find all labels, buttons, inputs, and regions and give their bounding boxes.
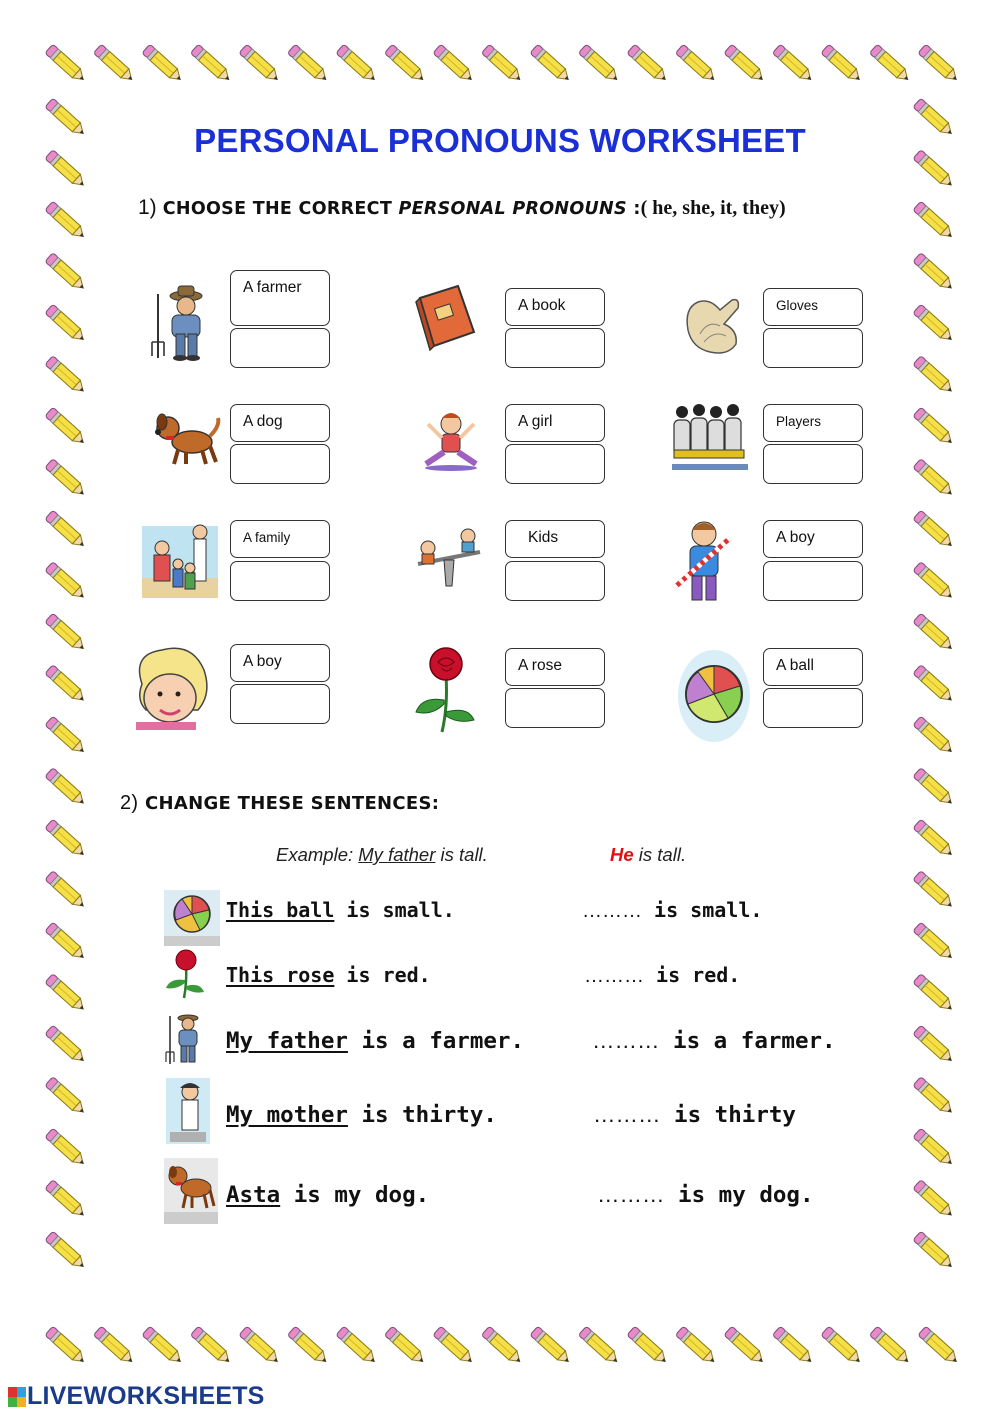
page-title: PERSONAL PRONOUNS WORKSHEET xyxy=(194,122,806,159)
pencil-icon xyxy=(239,1326,282,1366)
label-box xyxy=(230,644,330,682)
pencil-icon xyxy=(913,1231,956,1271)
answer-box[interactable] xyxy=(505,561,605,601)
item-label: A family xyxy=(243,530,291,545)
pencil-icon xyxy=(578,1326,621,1366)
pencil-icon xyxy=(45,871,88,911)
boy-icon xyxy=(668,516,744,608)
pencil-icon xyxy=(336,1326,379,1366)
pencil-icon xyxy=(142,44,185,84)
gloves-icon xyxy=(680,290,752,360)
pencil-icon xyxy=(913,562,956,602)
sentence: My mother is thirty. xyxy=(226,1102,497,1128)
pencil-icon xyxy=(913,1025,956,1065)
pencil-icon xyxy=(45,768,88,808)
label-box xyxy=(763,288,863,326)
pencil-icon xyxy=(45,253,88,293)
pencil-icon xyxy=(530,44,573,84)
pencil-icon xyxy=(724,44,767,84)
pencil-icon xyxy=(190,1326,233,1366)
section2-number: 2) xyxy=(120,792,139,814)
answer-box[interactable] xyxy=(763,561,863,601)
answer-line: ……… is my dog. xyxy=(597,1182,814,1208)
pencil-icon xyxy=(913,974,956,1014)
pencil-icon xyxy=(913,716,956,756)
example-answer: He is tall. xyxy=(610,844,687,865)
book-icon xyxy=(412,280,482,352)
pencil-icon xyxy=(45,201,88,241)
pencil-icon xyxy=(913,1077,956,1117)
pencil-icon xyxy=(627,1326,670,1366)
ball-icon xyxy=(164,890,220,946)
item-label: A dog xyxy=(243,413,283,430)
pencil-icon xyxy=(821,44,864,84)
answer-line: ……… is small. xyxy=(582,898,763,922)
section2-instruction-text: CHANGE THESE SENTENCES: xyxy=(144,793,440,814)
pencil-icon xyxy=(913,665,956,705)
sentence: Asta is my dog. xyxy=(226,1182,430,1208)
pencil-icon xyxy=(45,1231,88,1271)
pencil-icon xyxy=(336,44,379,84)
pencil-icon xyxy=(675,44,718,84)
answer-box[interactable] xyxy=(763,444,863,484)
item-label: A boy xyxy=(776,529,815,546)
item-label: A boy xyxy=(243,653,282,670)
label-box xyxy=(505,520,605,558)
rose-icon xyxy=(164,948,208,1000)
answer-box[interactable] xyxy=(230,444,330,484)
pencil-icon xyxy=(913,871,956,911)
rose-icon xyxy=(412,646,480,736)
label-box xyxy=(230,270,330,326)
pencil-icon xyxy=(772,1326,815,1366)
pencil-icon xyxy=(913,253,956,293)
example-sentence: Example: My father is tall. xyxy=(276,844,488,865)
players-icon xyxy=(670,400,750,476)
pencil-icon xyxy=(724,1326,767,1366)
logo-text: LIVEWORKSHEETS xyxy=(27,1382,265,1410)
family-icon xyxy=(142,518,218,602)
pencil-icon xyxy=(384,44,427,84)
answer-line: ……… is red. xyxy=(584,963,741,987)
pencil-icon xyxy=(913,201,956,241)
answer-box[interactable] xyxy=(230,561,330,601)
answer-box[interactable] xyxy=(505,688,605,728)
section2-instruction xyxy=(120,792,439,815)
blonde-face-icon xyxy=(132,644,212,730)
answer-box[interactable] xyxy=(763,328,863,368)
pencil-icon xyxy=(913,1128,956,1168)
pencil-icon xyxy=(913,459,956,499)
pencil-icon xyxy=(45,922,88,962)
pencil-icon xyxy=(821,1326,864,1366)
pencil-icon xyxy=(481,1326,524,1366)
label-box xyxy=(505,648,605,686)
sentence: This ball is small. xyxy=(226,898,455,922)
pencil-icon xyxy=(45,562,88,602)
pencil-icon xyxy=(142,1326,185,1366)
pencil-icon xyxy=(433,1326,476,1366)
pencil-icon xyxy=(45,716,88,756)
pencil-icon xyxy=(45,407,88,447)
pencil-icon xyxy=(433,44,476,84)
label-box xyxy=(505,404,605,442)
answer-box[interactable] xyxy=(505,328,605,368)
girl-icon xyxy=(420,408,482,472)
pencil-icon xyxy=(93,44,136,84)
pencil-icon xyxy=(481,44,524,84)
pencil-icon xyxy=(913,407,956,447)
pencil-icon xyxy=(913,922,956,962)
pencil-icon xyxy=(45,44,88,84)
answer-box[interactable] xyxy=(230,328,330,368)
label-box xyxy=(763,520,863,558)
pencil-icon xyxy=(239,44,282,84)
pencil-icon xyxy=(913,304,956,344)
pencil-icon xyxy=(45,304,88,344)
pencil-icon xyxy=(913,613,956,653)
pencil-icon xyxy=(45,1128,88,1168)
pencil-icon xyxy=(869,44,912,84)
sentence: This rose is red. xyxy=(226,963,431,987)
pencil-icon xyxy=(45,510,88,550)
label-box xyxy=(763,404,863,442)
item-label: A rose xyxy=(518,657,562,674)
item-label: Kids xyxy=(528,529,559,546)
pencil-icon xyxy=(45,974,88,1014)
pencil-icon xyxy=(190,44,233,84)
mother-icon xyxy=(166,1078,210,1144)
pencil-icon xyxy=(918,1326,961,1366)
item-label: A farmer xyxy=(243,279,302,296)
liveworksheets-logo xyxy=(8,1382,265,1411)
pencil-icon xyxy=(627,44,670,84)
pencil-icon xyxy=(384,1326,427,1366)
section1-options: ( he, she, it, they) xyxy=(640,197,786,219)
pencil-icon xyxy=(45,665,88,705)
item-label: A book xyxy=(518,297,566,314)
answer-line: ……… is a farmer. xyxy=(592,1028,836,1054)
pencil-icon xyxy=(913,768,956,808)
pencil-icon xyxy=(45,459,88,499)
item-label: Players xyxy=(776,414,822,429)
pencil-icon xyxy=(869,1326,912,1366)
item-label: A girl xyxy=(518,413,553,430)
pencil-icon xyxy=(45,1025,88,1065)
pencil-icon xyxy=(675,1326,718,1366)
answer-box[interactable] xyxy=(763,688,863,728)
section1-instruction xyxy=(138,196,786,220)
pencil-icon xyxy=(45,819,88,859)
answer-line: ……… is thirty xyxy=(593,1102,796,1128)
pencil-icon xyxy=(93,1326,136,1366)
item-label: Gloves xyxy=(776,298,819,313)
item-label: A ball xyxy=(776,657,814,674)
section1-number: 1) xyxy=(138,196,157,219)
dog-icon xyxy=(152,406,222,468)
label-box xyxy=(230,404,330,442)
logo-mark-icon xyxy=(8,1387,26,1407)
answer-box[interactable] xyxy=(505,444,605,484)
pencil-icon xyxy=(913,510,956,550)
pencil-icon xyxy=(772,44,815,84)
ball-icon xyxy=(676,648,752,744)
pencil-icon xyxy=(913,1180,956,1220)
section1-instruction-text: CHOOSE THE CORRECT PERSONAL PRONOUNS : xyxy=(162,199,641,219)
label-box xyxy=(505,288,605,326)
pencil-icon xyxy=(45,1077,88,1117)
pencil-icon xyxy=(45,613,88,653)
pencil-icon xyxy=(287,1326,330,1366)
pencil-icon xyxy=(913,819,956,859)
pencil-icon xyxy=(578,44,621,84)
dog-icon xyxy=(164,1158,218,1224)
pencil-icon xyxy=(45,1326,88,1366)
pencil-icon xyxy=(45,356,88,396)
label-box xyxy=(763,648,863,686)
label-box xyxy=(230,520,330,558)
farmer-icon xyxy=(148,282,220,362)
farmer-icon xyxy=(164,1008,208,1068)
answer-box[interactable] xyxy=(230,684,330,724)
pencil-icon xyxy=(913,356,956,396)
pencil-icon xyxy=(287,44,330,84)
kids-icon xyxy=(414,526,484,592)
pencil-icon xyxy=(918,44,961,84)
pencil-icon xyxy=(45,1180,88,1220)
pencil-icon xyxy=(530,1326,573,1366)
sentence: My father is a farmer. xyxy=(226,1028,525,1054)
